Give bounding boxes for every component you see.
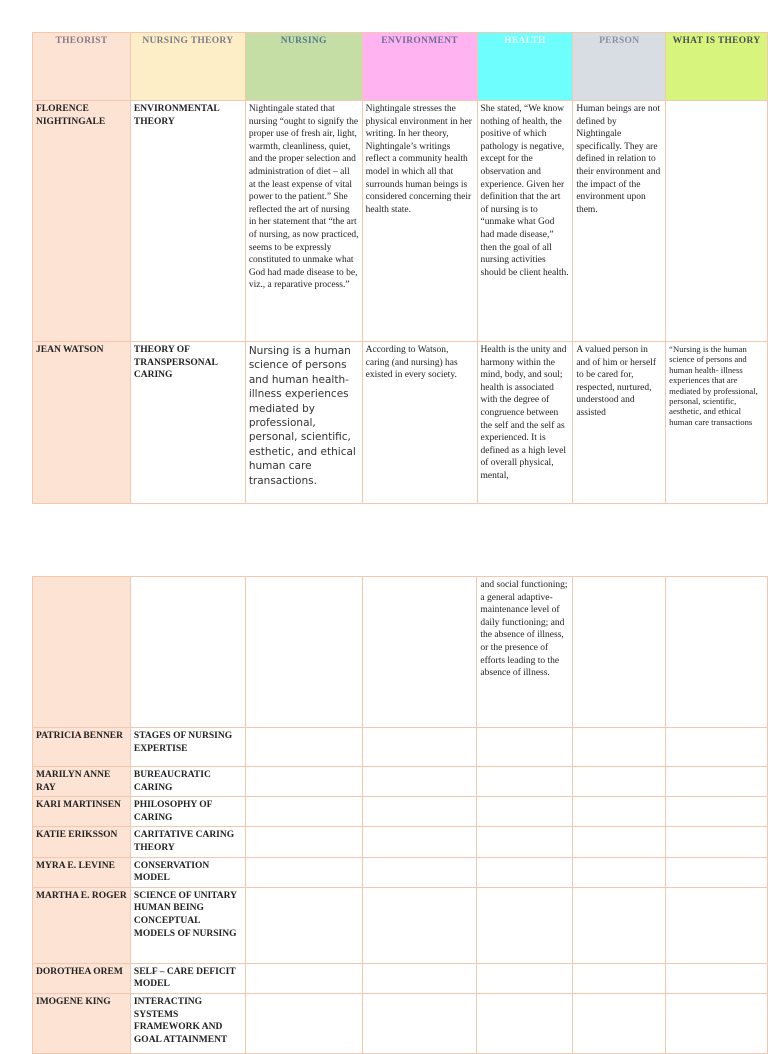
table-row xyxy=(33,101,768,342)
theory-table-top xyxy=(32,32,768,504)
what-is-theory-cell: “Nursing is the human science of persons and human health- illness experiences that are mediated by professional, personal, scientific, aesthetic, and ethical human care transactions xyxy=(666,342,768,504)
person-cell: A valued person in and of him or herself to be cared for, respected, nurtured, understood and assisted xyxy=(573,342,666,504)
theory-cell: CONSERVATION MODEL xyxy=(130,857,245,887)
theorist-cell: DOROTHEA OREM xyxy=(33,963,131,993)
theory-cell: INTERACTING SYSTEMS FRAMEWORK AND GOAL ATTAINMENT xyxy=(130,993,245,1053)
health-cell: and social functioning; a general adaptive-maintenance level of daily functioning; and the absence of illness, or the presence of efforts leading to the absence of illness. xyxy=(477,577,573,728)
table-row xyxy=(33,767,768,797)
header-nursing-theory: NURSING THEORY xyxy=(130,33,245,101)
theorist-cell xyxy=(33,577,131,728)
theory-cell: PHILOSOPHY OF CARING xyxy=(130,797,245,827)
table-row xyxy=(33,827,768,857)
nursing-cell xyxy=(245,577,362,728)
header-person: PERSON xyxy=(573,33,666,101)
theory-cell: BUREAUCRATIC CARING xyxy=(130,767,245,797)
header-row xyxy=(33,33,768,101)
theorist-cell: MYRA E. LEVINE xyxy=(33,857,131,887)
header-environment: ENVIRONMENT xyxy=(362,33,477,101)
theory-cell: CARITATIVE CARING THEORY xyxy=(130,827,245,857)
what-is-theory-cell xyxy=(666,101,768,342)
table-row xyxy=(33,993,768,1053)
theorist-cell: KATIE ERIKSSON xyxy=(33,827,131,857)
table-row xyxy=(33,887,768,963)
theorist-cell: PATRICIA BENNER xyxy=(33,728,131,767)
theory-cell: SELF – CARE DEFICIT MODEL xyxy=(130,963,245,993)
theorist-cell: FLORENCE NIGHTINGALE xyxy=(33,101,131,342)
health-cell: Health is the unity and harmony within the mind, body, and soul; health is associated with the degree of congruence between the self and the self as experienced. It is defined as a high level of overall physical, mental, xyxy=(477,342,573,504)
theory-cell: ENVIRONMENTAL THEORY xyxy=(130,101,245,342)
person-cell xyxy=(573,577,666,728)
theorist-cell: KARI MARTINSEN xyxy=(33,797,131,827)
table-row xyxy=(33,857,768,887)
theory-cell xyxy=(130,577,245,728)
environment-cell: According to Watson, caring (and nursing) has existed in every society. xyxy=(362,342,477,504)
header-nursing: NURSING xyxy=(245,33,362,101)
health-cell: She stated, “We know nothing of health, the positive of which pathology is negative, except for the observation and experience. Given her definition that the art of nursing is to “unmake what God had made disease,” then the goal of all nursing activities should be client health. xyxy=(477,101,573,342)
nursing-cell: Nursing is a human science of persons and human health-illness experiences mediated by professional, personal, scientific, esthetic, and ethical human care transactions. xyxy=(245,342,362,504)
header-theorist: THEORIST xyxy=(33,33,131,101)
what-is-theory-cell xyxy=(666,577,768,728)
table-row xyxy=(33,728,768,767)
table-row xyxy=(33,342,768,504)
theorist-cell: IMOGENE KING xyxy=(33,993,131,1053)
table-row xyxy=(33,797,768,827)
environment-cell: Nightingale stresses the physical environment in her writing. In her theory, Nightingale’s writings reflect a community health model in which all that surrounds human beings is considered concerning their health state. xyxy=(362,101,477,342)
person-cell: Human beings are not defined by Nightingale specifically. They are defined in relation to their environment and the impact of the environment upon them. xyxy=(573,101,666,342)
header-health: HEALTH xyxy=(477,33,573,101)
theory-cell: SCIENCE OF UNITARY HUMAN BEING CONCEPTUAL MODELS OF NURSING xyxy=(130,887,245,963)
theorist-cell: MARTHA E. ROGER xyxy=(33,887,131,963)
environment-cell xyxy=(362,577,477,728)
theorist-cell: JEAN WATSON xyxy=(33,342,131,504)
theory-cell: STAGES OF NURSING EXPERTISE xyxy=(130,728,245,767)
table-row xyxy=(33,963,768,993)
theorist-cell: MARILYN ANNE RAY xyxy=(33,767,131,797)
header-what-is-theory: WHAT IS THEORY xyxy=(666,33,768,101)
theory-cell: THEORY OF TRANSPERSONAL CARING xyxy=(130,342,245,504)
table-row xyxy=(33,577,768,728)
nursing-cell: Nightingale stated that nursing “ought to signify the proper use of fresh air, light, warmth, cleanliness, quiet, and the proper selection and administration of diet – all at the least expense of vital power to the patient.” She reflected the art of nursing in her statement that “the art of nursing, as now practiced, seems to be expressly constituted to unmake what God had made disease to be, viz., a reparative process.” xyxy=(245,101,362,342)
theory-table-bottom xyxy=(32,576,768,1054)
